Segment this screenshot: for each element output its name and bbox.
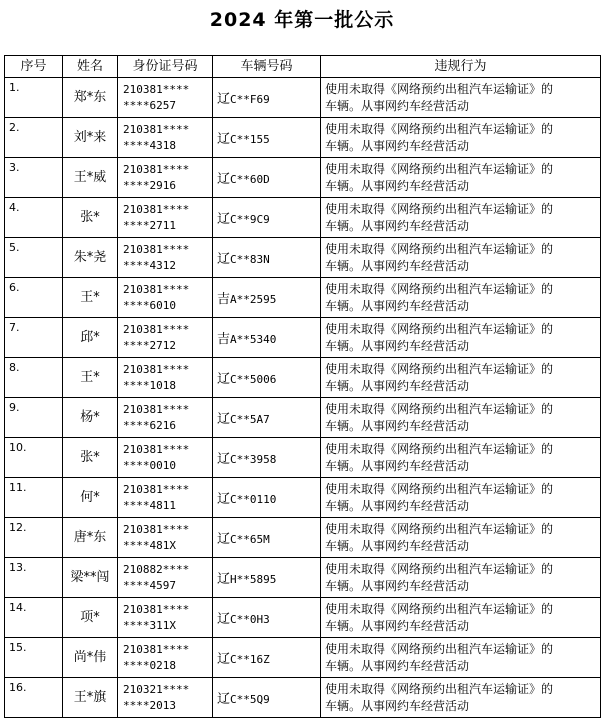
id-line-1: 210381**** bbox=[123, 482, 190, 496]
plate-prefix: 辽 bbox=[217, 92, 231, 107]
table-row bbox=[5, 598, 601, 638]
header-row bbox=[5, 56, 601, 78]
violation-line-1: 使用未取得《网络预约出租汽车运输证》的 bbox=[325, 561, 554, 576]
id-line-1: 210381**** bbox=[123, 362, 190, 376]
row-plate bbox=[213, 398, 321, 438]
violation-line-2: 车辆。从事网约车经营活动 bbox=[325, 658, 470, 673]
row-plate bbox=[213, 318, 321, 358]
plate-prefix: 辽 bbox=[217, 692, 231, 707]
id-line-1: 210381**** bbox=[123, 642, 190, 656]
header-name: 姓名 bbox=[63, 56, 118, 78]
row-plate bbox=[213, 118, 321, 158]
row-violation bbox=[321, 78, 601, 118]
row-id-number bbox=[118, 638, 213, 678]
row-plate bbox=[213, 238, 321, 278]
violation-line-1: 使用未取得《网络预约出租汽车运输证》的 bbox=[325, 161, 554, 176]
plate-rest: C**3958 bbox=[230, 453, 277, 466]
violation-line-1: 使用未取得《网络预约出租汽车运输证》的 bbox=[325, 121, 554, 136]
row-violation bbox=[321, 198, 601, 238]
violation-line-1: 使用未取得《网络预约出租汽车运输证》的 bbox=[325, 481, 554, 496]
row-number: 9. bbox=[5, 398, 63, 438]
row-name: 刘*来 bbox=[63, 118, 118, 158]
plate-rest: C**0H3 bbox=[230, 613, 270, 626]
id-line-1: 210381**** bbox=[123, 282, 190, 296]
violation-line-1: 使用未取得《网络预约出租汽车运输证》的 bbox=[325, 241, 554, 256]
id-line-1: 210381**** bbox=[123, 122, 190, 136]
row-number: 3. bbox=[5, 158, 63, 198]
row-violation bbox=[321, 278, 601, 318]
row-number: 8. bbox=[5, 358, 63, 398]
id-line-2: ****4597 bbox=[123, 578, 176, 592]
row-name: 杨* bbox=[63, 398, 118, 438]
id-line-2: ****0218 bbox=[123, 658, 176, 672]
plate-prefix: 辽 bbox=[217, 572, 231, 587]
row-name: 张* bbox=[63, 198, 118, 238]
row-violation bbox=[321, 518, 601, 558]
row-name: 尚*伟 bbox=[63, 638, 118, 678]
id-line-2: ****2712 bbox=[123, 338, 176, 352]
row-plate bbox=[213, 78, 321, 118]
plate-prefix: 辽 bbox=[217, 252, 231, 267]
id-line-1: 210381**** bbox=[123, 402, 190, 416]
row-name: 梁**闯 bbox=[63, 558, 118, 598]
row-violation bbox=[321, 678, 601, 718]
row-number: 4. bbox=[5, 198, 63, 238]
row-plate bbox=[213, 278, 321, 318]
row-id-number bbox=[118, 518, 213, 558]
header-violation: 违规行为 bbox=[321, 56, 601, 78]
id-line-1: 210381**** bbox=[123, 322, 190, 336]
row-number: 7. bbox=[5, 318, 63, 358]
plate-rest: A**5340 bbox=[230, 333, 277, 346]
id-line-1: 210381**** bbox=[123, 202, 190, 216]
plate-prefix: 辽 bbox=[217, 412, 231, 427]
row-id-number bbox=[118, 198, 213, 238]
id-line-1: 210381**** bbox=[123, 242, 190, 256]
row-number: 15. bbox=[5, 638, 63, 678]
plate-rest: C**5006 bbox=[230, 373, 277, 386]
row-id-number bbox=[118, 598, 213, 638]
violation-line-1: 使用未取得《网络预约出租汽车运输证》的 bbox=[325, 521, 554, 536]
row-name: 王* bbox=[63, 358, 118, 398]
row-violation bbox=[321, 358, 601, 398]
header-plate: 车辆号码 bbox=[213, 56, 321, 78]
violation-line-2: 车辆。从事网约车经营活动 bbox=[325, 258, 470, 273]
table-row bbox=[5, 678, 601, 718]
row-name: 王*威 bbox=[63, 158, 118, 198]
id-line-2: ****4318 bbox=[123, 138, 176, 152]
id-line-2: ****481X bbox=[123, 538, 176, 552]
violation-table bbox=[4, 55, 601, 718]
violation-line-1: 使用未取得《网络预约出租汽车运输证》的 bbox=[325, 361, 554, 376]
row-id-number bbox=[118, 158, 213, 198]
violation-line-2: 车辆。从事网约车经营活动 bbox=[325, 618, 470, 633]
plate-rest: C**5A7 bbox=[230, 413, 270, 426]
violation-line-2: 车辆。从事网约车经营活动 bbox=[325, 578, 470, 593]
violation-line-2: 车辆。从事网约车经营活动 bbox=[325, 98, 470, 113]
row-name: 王*旗 bbox=[63, 678, 118, 718]
row-plate bbox=[213, 678, 321, 718]
table-row bbox=[5, 398, 601, 438]
violation-line-2: 车辆。从事网约车经营活动 bbox=[325, 338, 470, 353]
plate-prefix: 吉 bbox=[217, 292, 231, 307]
row-name: 项* bbox=[63, 598, 118, 638]
row-id-number bbox=[118, 678, 213, 718]
table-row bbox=[5, 158, 601, 198]
row-id-number bbox=[118, 558, 213, 598]
row-violation bbox=[321, 238, 601, 278]
row-number: 12. bbox=[5, 518, 63, 558]
violation-line-1: 使用未取得《网络预约出租汽车运输证》的 bbox=[325, 281, 554, 296]
row-id-number bbox=[118, 78, 213, 118]
plate-prefix: 辽 bbox=[217, 212, 231, 227]
row-plate bbox=[213, 438, 321, 478]
row-name: 张* bbox=[63, 438, 118, 478]
plate-rest: C**9C9 bbox=[230, 213, 270, 226]
id-line-2: ****6010 bbox=[123, 298, 176, 312]
table-row bbox=[5, 558, 601, 598]
header-id: 身份证号码 bbox=[118, 56, 213, 78]
id-line-2: ****6216 bbox=[123, 418, 176, 432]
row-plate bbox=[213, 558, 321, 598]
violation-line-2: 车辆。从事网约车经营活动 bbox=[325, 418, 470, 433]
header-no: 序号 bbox=[5, 56, 63, 78]
plate-prefix: 辽 bbox=[217, 172, 231, 187]
plate-rest: C**5Q9 bbox=[230, 693, 270, 706]
table-row bbox=[5, 78, 601, 118]
row-plate bbox=[213, 518, 321, 558]
row-number: 11. bbox=[5, 478, 63, 518]
plate-rest: H**5895 bbox=[230, 573, 277, 586]
table-row bbox=[5, 638, 601, 678]
id-line-2: ****2711 bbox=[123, 218, 176, 232]
row-violation bbox=[321, 438, 601, 478]
row-number: 6. bbox=[5, 278, 63, 318]
plate-prefix: 辽 bbox=[217, 452, 231, 467]
row-id-number bbox=[118, 398, 213, 438]
row-plate bbox=[213, 358, 321, 398]
plate-prefix: 辽 bbox=[217, 532, 231, 547]
violation-line-1: 使用未取得《网络预约出租汽车运输证》的 bbox=[325, 321, 554, 336]
violation-line-1: 使用未取得《网络预约出租汽车运输证》的 bbox=[325, 81, 554, 96]
row-violation bbox=[321, 158, 601, 198]
row-number: 13. bbox=[5, 558, 63, 598]
row-id-number bbox=[118, 118, 213, 158]
plate-rest: C**0110 bbox=[230, 493, 277, 506]
row-violation bbox=[321, 598, 601, 638]
table-row bbox=[5, 358, 601, 398]
id-line-2: ****4811 bbox=[123, 498, 176, 512]
plate-rest: C**60D bbox=[230, 173, 270, 186]
table-row bbox=[5, 198, 601, 238]
plate-rest: C**F69 bbox=[230, 93, 270, 106]
id-line-1: 210381**** bbox=[123, 162, 190, 176]
violation-line-1: 使用未取得《网络预约出租汽车运输证》的 bbox=[325, 681, 554, 696]
row-name: 邱* bbox=[63, 318, 118, 358]
table-row bbox=[5, 238, 601, 278]
violation-line-2: 车辆。从事网约车经营活动 bbox=[325, 378, 470, 393]
row-number: 14. bbox=[5, 598, 63, 638]
plate-rest: C**155 bbox=[230, 133, 270, 146]
row-plate bbox=[213, 198, 321, 238]
row-id-number bbox=[118, 358, 213, 398]
row-plate bbox=[213, 158, 321, 198]
row-number: 16. bbox=[5, 678, 63, 718]
page-title: 2024 年第一批公示 bbox=[209, 9, 395, 31]
plate-prefix: 辽 bbox=[217, 652, 231, 667]
row-violation bbox=[321, 638, 601, 678]
row-name: 王* bbox=[63, 278, 118, 318]
table-row bbox=[5, 318, 601, 358]
row-name: 唐*东 bbox=[63, 518, 118, 558]
plate-prefix: 辽 bbox=[217, 492, 231, 507]
id-line-2: ****1018 bbox=[123, 378, 176, 392]
id-line-1: 210882**** bbox=[123, 562, 190, 576]
table-row bbox=[5, 118, 601, 158]
violation-line-2: 车辆。从事网约车经营活动 bbox=[325, 298, 470, 313]
row-number: 10. bbox=[5, 438, 63, 478]
id-line-2: ****2916 bbox=[123, 178, 176, 192]
row-plate bbox=[213, 638, 321, 678]
id-line-1: 210381**** bbox=[123, 522, 190, 536]
violation-line-2: 车辆。从事网约车经营活动 bbox=[325, 138, 470, 153]
plate-rest: C**16Z bbox=[230, 653, 270, 666]
row-violation bbox=[321, 558, 601, 598]
plate-prefix: 吉 bbox=[217, 332, 231, 347]
row-id-number bbox=[118, 278, 213, 318]
violation-line-1: 使用未取得《网络预约出租汽车运输证》的 bbox=[325, 601, 554, 616]
violation-line-2: 车辆。从事网约车经营活动 bbox=[325, 538, 470, 553]
row-name: 朱*尧 bbox=[63, 238, 118, 278]
row-plate bbox=[213, 598, 321, 638]
table-row bbox=[5, 438, 601, 478]
violation-line-2: 车辆。从事网约车经营活动 bbox=[325, 498, 470, 513]
plate-prefix: 辽 bbox=[217, 372, 231, 387]
id-line-1: 210321**** bbox=[123, 682, 190, 696]
plate-rest: C**83N bbox=[230, 253, 270, 266]
violation-line-2: 车辆。从事网约车经营活动 bbox=[325, 178, 470, 193]
violation-line-1: 使用未取得《网络预约出租汽车运输证》的 bbox=[325, 641, 554, 656]
plate-rest: C**65M bbox=[230, 533, 270, 546]
row-violation bbox=[321, 398, 601, 438]
id-line-2: ****4312 bbox=[123, 258, 176, 272]
table-row bbox=[5, 278, 601, 318]
violation-line-1: 使用未取得《网络预约出租汽车运输证》的 bbox=[325, 201, 554, 216]
row-id-number bbox=[118, 318, 213, 358]
table-row bbox=[5, 478, 601, 518]
row-name: 何* bbox=[63, 478, 118, 518]
plate-prefix: 辽 bbox=[217, 132, 231, 147]
row-number: 1. bbox=[5, 78, 63, 118]
table-row bbox=[5, 518, 601, 558]
violation-line-2: 车辆。从事网约车经营活动 bbox=[325, 698, 470, 713]
row-violation bbox=[321, 478, 601, 518]
row-violation bbox=[321, 118, 601, 158]
id-line-1: 210381**** bbox=[123, 82, 190, 96]
row-violation bbox=[321, 318, 601, 358]
id-line-2: ****0010 bbox=[123, 458, 176, 472]
row-id-number bbox=[118, 438, 213, 478]
violation-line-2: 车辆。从事网约车经营活动 bbox=[325, 218, 470, 233]
row-name: 郑*东 bbox=[63, 78, 118, 118]
violation-line-1: 使用未取得《网络预约出租汽车运输证》的 bbox=[325, 401, 554, 416]
violation-line-1: 使用未取得《网络预约出租汽车运输证》的 bbox=[325, 441, 554, 456]
row-number: 5. bbox=[5, 238, 63, 278]
id-line-2: ****311X bbox=[123, 618, 176, 632]
id-line-1: 210381**** bbox=[123, 442, 190, 456]
id-line-1: 210381**** bbox=[123, 602, 190, 616]
row-id-number bbox=[118, 238, 213, 278]
row-id-number bbox=[118, 478, 213, 518]
id-line-2: ****2013 bbox=[123, 698, 176, 712]
row-number: 2. bbox=[5, 118, 63, 158]
plate-prefix: 辽 bbox=[217, 612, 231, 627]
row-plate bbox=[213, 478, 321, 518]
id-line-2: ****6257 bbox=[123, 98, 176, 112]
plate-rest: A**2595 bbox=[230, 293, 277, 306]
violation-line-2: 车辆。从事网约车经营活动 bbox=[325, 458, 470, 473]
